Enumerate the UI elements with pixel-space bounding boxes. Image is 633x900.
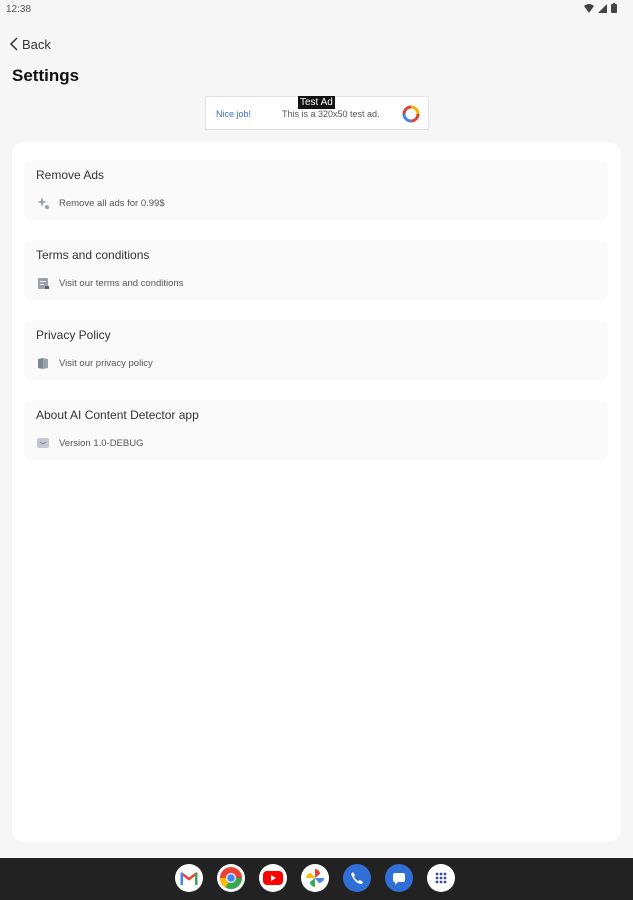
status-bar	[0, 0, 633, 20]
section-title: Terms and conditions	[36, 248, 150, 262]
page-title: Settings	[12, 66, 80, 85]
section-title: About AI Content Detector app	[36, 408, 199, 422]
book-icon	[36, 356, 50, 370]
photos-icon[interactable]	[301, 864, 329, 892]
youtube-icon[interactable]	[259, 864, 287, 892]
status-time: 12:38	[6, 4, 32, 15]
chrome-icon[interactable]	[217, 864, 245, 892]
ad-banner[interactable]	[205, 96, 429, 130]
document-icon	[36, 276, 50, 290]
remove-ads-section[interactable]	[24, 160, 608, 220]
apps-icon[interactable]	[427, 864, 455, 892]
status-icons	[584, 3, 617, 13]
battery-icon	[611, 3, 617, 13]
info-icon	[36, 436, 50, 450]
navigation-bar	[0, 858, 633, 900]
section-row	[36, 196, 165, 210]
about-section[interactable]	[24, 400, 608, 460]
settings-card	[12, 142, 621, 842]
gmail-icon[interactable]	[175, 864, 203, 892]
back-button[interactable]	[8, 34, 51, 54]
section-row	[36, 436, 143, 450]
terms-section[interactable]	[24, 240, 608, 300]
privacy-section[interactable]	[24, 320, 608, 380]
ad-description: This is a 320x50 test ad.	[282, 109, 380, 119]
ad-nice-text: Nice job!	[216, 109, 252, 119]
section-row-text: Visit our terms and conditions	[59, 277, 184, 289]
section-row-text: Version 1.0-DEBUG	[59, 437, 144, 449]
section-row-text: Remove all ads for 0.99$	[59, 197, 165, 209]
ad-logo-icon	[402, 105, 420, 123]
section-row	[36, 276, 183, 290]
sparkle-icon	[36, 196, 50, 210]
app-dock	[175, 864, 455, 892]
messages-icon[interactable]	[385, 864, 413, 892]
phone-icon[interactable]	[343, 864, 371, 892]
wifi-icon	[584, 4, 594, 13]
back-label: Back	[22, 36, 51, 52]
section-row	[36, 356, 153, 370]
signal-icon	[598, 4, 607, 13]
chevron-left-icon	[8, 36, 20, 52]
section-title: Privacy Policy	[36, 328, 111, 342]
section-row-text: Visit our privacy policy	[59, 357, 153, 369]
ad-label: Test Ad	[300, 97, 333, 108]
section-title: Remove Ads	[36, 168, 105, 182]
